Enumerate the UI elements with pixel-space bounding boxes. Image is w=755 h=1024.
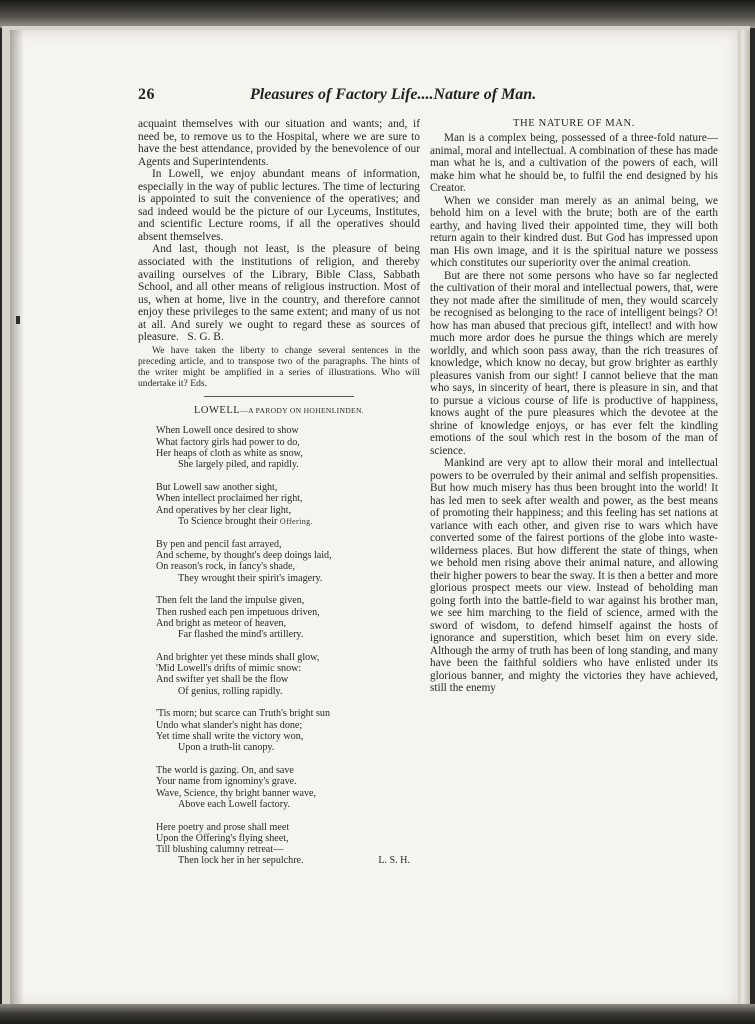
poem-line: Your name from ignominy's grave. (156, 776, 297, 788)
poem-stanza (156, 708, 420, 753)
poem-line: Upon the Offering's flying sheet, (156, 832, 289, 844)
poem-line: When Lowell once desired to show (156, 425, 299, 437)
poem-line: And brighter yet these minds shall glow, (156, 651, 320, 663)
article-signature: S. G. B. (187, 331, 224, 344)
section-divider (204, 396, 354, 397)
offering-word: Offering. (279, 516, 313, 526)
editor-note: We have taken the liberty to change several sentences in the preceding article, and to transpose two of the paragraphs. The hints of the writer might be amplified in a series of illustrations. Who will undertake it? Eds. (138, 344, 420, 389)
poem-line: Her heaps of cloth as white as snow, (156, 448, 303, 460)
paragraph: When we consider man merely as an animal being, we behold him on a level with the brute; both are of the earth earthy, and having lived their appointed time, they will both return again to their kindred dust. But God has impressed upon man His own image, and it is the spiritual nature we possess which constitutes our superiority over the animal creation. (430, 194, 718, 269)
nature-of-man-article (430, 132, 718, 695)
poem-stanza (156, 652, 420, 697)
poem-line: Far flashed the mind's artillery. (178, 629, 304, 641)
paragraph: In Lowell, we enjoy abundant means of information, especially in the way of public lectures. The time of lecturing is appointed to suit the convenience of the operatives; and sad indeed would be the picture of our Lyceums, Institutes, and scientific Lecture rooms, if all the operatives should absent themselves. (138, 168, 420, 243)
poem-line: Upon a truth-lit canopy. (178, 742, 275, 754)
right-column (430, 118, 718, 695)
poem-line: They wrought their spirit's imagery. (178, 572, 323, 584)
poem-line: When intellect proclaimed her right, (156, 493, 303, 505)
poem-line: Above each Lowell factory. (178, 798, 291, 810)
poem-line: Wave, Science, thy bright banner wave, (156, 787, 317, 799)
poem-stanza (156, 765, 420, 810)
poem-line: But Lowell saw another sight, (156, 482, 278, 494)
poem-line: 'Mid Lowell's drifts of mimic snow: (156, 663, 302, 675)
page-stack-edge (738, 30, 750, 1006)
poem-stanza (156, 822, 420, 867)
poem-signature: L. S. H. (378, 855, 410, 867)
binding-mark (16, 316, 20, 324)
factory-life-article (138, 118, 420, 344)
poem-line: 'Tis morn; but scarce can Truth's bright sun (156, 708, 331, 720)
paragraph: Man is a complex being, possessed of a three-fold nature—animal, moral and intellectual. A combination of these has made man what he is, and a cultivation of the powers of each, will make him what he should be, to fulfil the end designed by his Creator. (430, 132, 718, 194)
poem-line: Then lock her in her sepulchre. L. S. H. (178, 855, 410, 867)
article-heading: THE NATURE OF MAN. (512, 118, 636, 129)
poem-title (138, 405, 420, 416)
poem-title-sub: —A PARODY ON HOHENLINDEN. (240, 406, 364, 416)
poem-line: Yet time shall write the victory won, (156, 730, 304, 742)
poem-line: And scheme, by thought's deep doings laid, (156, 549, 332, 561)
paragraph: And last, though not least, is the pleasure of being associated with the institutions of religion, and thereby availing ourselves of the Library, Bible Class, Sabbath School, and all other means of religious instruction. Most of us, when at home, live in the country, and therefore cannot enjoy these privileges to the same extent; and many of us not at all. And surely we ought to regard these as sources of pleasure. S. G. B. (138, 243, 420, 344)
poem-line: And swifter yet shall be the flow (156, 674, 289, 686)
poem-line: Here poetry and prose shall meet (156, 821, 290, 833)
poem-line: And bright as meteor of heaven, (156, 617, 287, 629)
poem-stanza (156, 595, 420, 640)
poem-line: To Science brought their Offering. (178, 515, 313, 527)
poem-line: Then rushed each pen impetuous driven, (156, 606, 320, 618)
poem-line: She largely piled, and rapidly. (178, 459, 299, 471)
poem-line: Till blushing calumny retreat— (156, 844, 284, 856)
poem-line: What factory girls had power to do, (156, 436, 300, 448)
poem-line: The world is gazing. On, and save (156, 764, 294, 776)
scan-top-edge (0, 0, 755, 28)
poem-title-main: LOWELL (194, 405, 241, 417)
poem-line: Undo what slander's night has done; (156, 719, 303, 731)
paragraph: Mankind are very apt to allow their moral and intellectual powers to be overruled by their animal and selfish propensities. But how much misery has thus been brought into the world! It has led men to seek after wealth and power, as the best means of promoting their happiness; and this feeling has set nations at variance with each other, and given rise to wars which have converted some of the fairest portions of the globe into waste-wilderness places. But how different the state of things, when we behold men rising above their animal nature, and allowing their higher powers to bear the sway. It is then a better and more glorious prospect meets our view. Instead of beholding man going forth into the battle-field to war against his brother man, we see him marching to the field of science, armed with the sword of wisdom, to defend himself against the hosts of ignorance and superstition, which beset him on every side. Although the army of truth has been of long standing, and many have been the faithful soldiers who have enlisted under its glorious banner, and mighty the victories they have achieved, still the enemy (430, 457, 718, 694)
spine-shadow (10, 30, 24, 1006)
page-number: 26 (138, 86, 155, 103)
poem-line: Then felt the land the impulse given, (156, 595, 305, 607)
poem-line: On reason's rock, in fancy's shade, (156, 561, 296, 573)
scan-bottom-edge (0, 1004, 755, 1024)
poem-line: Of genius, rolling rapidly. (178, 685, 283, 697)
poem-line: And operatives by her clear light, (156, 504, 292, 516)
poem-stanza (156, 482, 420, 527)
running-head (138, 86, 613, 106)
paragraph: acquaint themselves with our situation and wants; and, if need be, to remove us to the Hospital, where we are sure to have the best attendance, provided by the benevolence of our Agents and Superintendents. (138, 118, 420, 168)
poem-stanza (156, 425, 420, 470)
left-column (138, 118, 420, 878)
running-title: Pleasures of Factory Life....Nature of Man. (250, 86, 537, 103)
poem-line: By pen and pencil fast arrayed, (156, 538, 282, 550)
paragraph: But are there not some persons who have so far neglected the cultivation of their moral and intellectual powers, that, were they not made after the similitude of men, they would scarcely be recognised as belonging to the race of intelligent beings? O! how has man abused that precious gift, intellect! and with how much more ardor does he pursue the things which are merely worldly, and which soon pass away, than the rich treasures of knowledge, which know no decay, but grow brighter as earthly pleasures vanish from our sight! I cannot believe that the man who says, in sincerity of heart, there is pleasure in sin, and that to pursue a vicious course of life is productive of happiness, knows aught of the pure pleasures which the devotee at the shrine of knowledge enjoys, or has ever felt the kindling emotions of the soul which rest in the bosom of the man of science. (430, 269, 718, 457)
poem-stanza (156, 539, 420, 584)
